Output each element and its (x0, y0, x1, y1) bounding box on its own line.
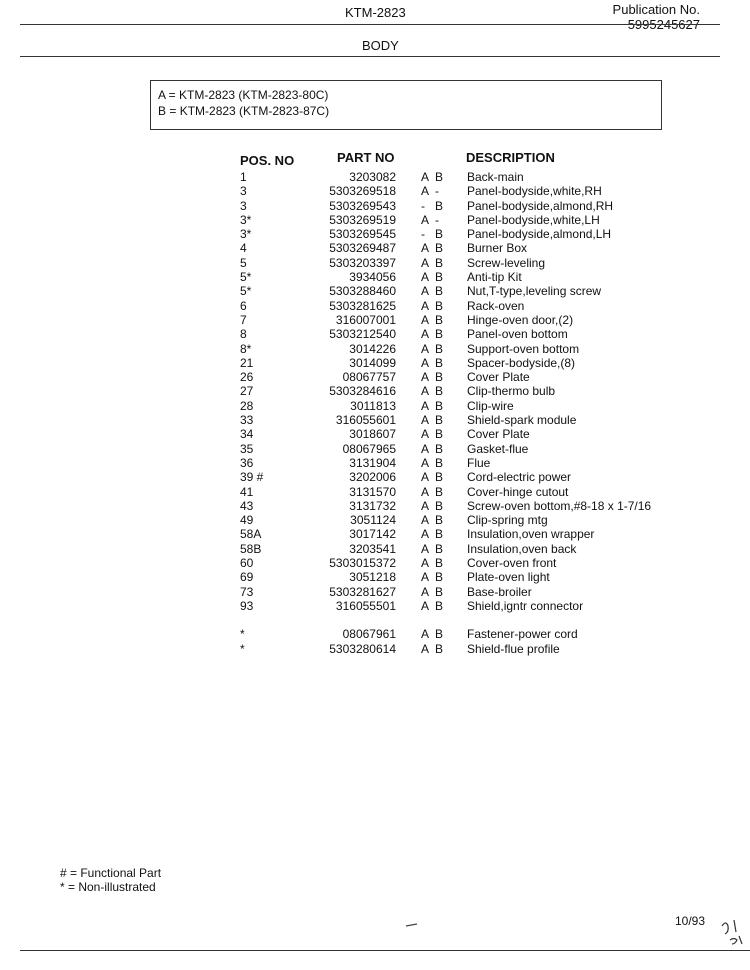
model-b-flag: B (435, 641, 444, 656)
part-row (0, 384, 750, 398)
part-description: Panel-oven bottom (467, 327, 568, 342)
legend-text: KTM-2823 (KTM-2823-80C) (179, 88, 329, 102)
model-b-flag: B (435, 455, 444, 470)
section-title: BODY (362, 38, 399, 53)
part-number: 08067965 (342, 441, 396, 456)
part-number: 316055501 (335, 598, 396, 613)
legend-line-a: A = KTM-2823 (KTM-2823-80C) (158, 88, 329, 102)
part-number: 5303269518 (329, 184, 396, 199)
model-b-flag: B (435, 513, 444, 528)
part-number: 5303284616 (329, 384, 396, 399)
position-number: 21 (240, 355, 254, 370)
part-number: 5303212540 (329, 327, 396, 342)
position-number: 3* (240, 227, 252, 242)
part-description: Anti-tip Kit (467, 270, 522, 285)
part-row (0, 184, 750, 198)
part-row (0, 556, 750, 570)
model-b-flag: B (435, 341, 444, 356)
part-number: 5303269487 (329, 241, 396, 256)
model-a-flag: A (421, 384, 430, 399)
legend-code: A (158, 88, 166, 102)
part-number: 5303281625 (329, 298, 396, 313)
part-row (0, 327, 750, 341)
model-legend-box (150, 80, 662, 130)
parts-list (0, 170, 750, 656)
model-b-flag: B (435, 484, 444, 499)
part-number: 5303269545 (329, 227, 396, 242)
publication-number: 5995245627 (627, 17, 700, 32)
part-number: 3202006 (349, 470, 396, 485)
part-description: Cover Plate (467, 427, 530, 442)
part-number: 3051124 (350, 513, 396, 528)
model-b-flag: B (435, 198, 444, 213)
model-a-flag: A (421, 570, 430, 585)
part-row (0, 442, 750, 456)
part-description: Panel-bodyside,almond,LH (467, 227, 612, 242)
model-b-flag: B (435, 498, 444, 513)
part-row (0, 599, 750, 613)
part-description: Burner Box (467, 241, 528, 256)
model-b-flag: - (435, 212, 439, 227)
model-a-flag: A (421, 298, 430, 313)
model-a-flag: A (421, 513, 430, 528)
model-b-flag: B (435, 527, 444, 542)
model-a-flag: A (421, 170, 430, 184)
position-number: 5 (240, 255, 247, 270)
part-description: Cord-electric power (467, 470, 572, 485)
model-b-flag: B (435, 427, 444, 442)
model-a-flag: A (421, 241, 430, 256)
part-number: 5303288460 (329, 284, 396, 299)
part-row (0, 213, 750, 227)
col-header-part: PART NO (337, 150, 395, 165)
model-b-flag: B (435, 270, 444, 285)
position-number: 8 (240, 327, 247, 342)
position-number: 41 (240, 484, 254, 499)
model-a-flag: A (421, 355, 430, 370)
part-description: Rack-oven (467, 298, 525, 313)
position-number: 60 (240, 556, 254, 571)
position-number: 35 (240, 441, 254, 456)
part-number: 3051218 (349, 570, 396, 585)
model-a-flag: A (421, 470, 430, 485)
model-b-flag: B (435, 170, 444, 184)
model-number: KTM-2823 (345, 5, 406, 20)
part-description: Shield,igntr connector (467, 598, 584, 613)
model-a-flag: A (421, 541, 430, 556)
publication-label: Publication No. (612, 2, 700, 17)
part-row (0, 356, 750, 370)
part-row (0, 542, 750, 556)
model-a-flag: A (421, 627, 430, 642)
part-row (0, 227, 750, 241)
model-b-flag: B (435, 284, 444, 299)
handwritten-mark (712, 910, 748, 946)
part-description: Back-main (467, 170, 524, 184)
model-a-flag: A (421, 527, 430, 542)
part-description: Shield-flue profile (467, 641, 560, 656)
part-description: Screw-oven bottom,#8-18 x 1-7/16 (467, 498, 652, 513)
part-row (0, 527, 750, 541)
position-number: 5* (240, 284, 252, 299)
part-number: 3011813 (350, 398, 396, 413)
model-b-flag: B (435, 384, 444, 399)
model-a-flag: A (421, 427, 430, 442)
legend-code: B (158, 104, 167, 118)
position-number: 33 (240, 413, 254, 428)
part-description: Clip-wire (467, 398, 514, 413)
position-number: 93 (240, 598, 254, 613)
model-b-flag: B (435, 370, 444, 385)
part-row (0, 570, 750, 584)
part-number: 5303269543 (329, 198, 396, 213)
part-description: Spacer-bodyside,(8) (467, 355, 576, 370)
model-a-flag: A (421, 284, 430, 299)
part-number: 3203082 (349, 170, 396, 184)
model-a-flag: A (421, 327, 430, 342)
model-b-flag: B (435, 441, 444, 456)
part-description: Fastener-power cord (467, 627, 578, 642)
model-b-flag: B (435, 627, 444, 642)
position-number: 3 (240, 198, 247, 213)
part-row (0, 627, 750, 641)
part-row (0, 642, 750, 656)
model-b-flag: B (435, 327, 444, 342)
part-number: 3203541 (349, 541, 396, 556)
part-description: Hinge-oven door,(2) (467, 312, 574, 327)
model-b-flag: B (435, 598, 444, 613)
scan-mark (405, 922, 419, 928)
part-number: 5303203397 (329, 255, 396, 270)
model-b-flag: B (435, 398, 444, 413)
part-number: 3934056 (349, 270, 396, 285)
model-a-flag: A (421, 270, 430, 285)
position-number: 49 (240, 513, 254, 528)
model-a-flag: A (421, 441, 430, 456)
bottom-rule (20, 950, 750, 951)
part-description: Gasket-flue (467, 441, 529, 456)
part-number: 3131570 (349, 484, 396, 499)
publication-block (613, 2, 700, 32)
part-description: Cover Plate (467, 370, 530, 385)
part-description: Shield-spark module (467, 413, 577, 428)
model-a-flag: A (421, 413, 430, 428)
part-row (0, 399, 750, 413)
position-number: 58A (240, 527, 262, 542)
model-a-flag: A (421, 484, 430, 499)
part-number: 316007001 (335, 312, 396, 327)
part-number: 3018607 (349, 427, 396, 442)
part-number: 5303280614 (329, 641, 396, 656)
model-a-flag: - (421, 198, 425, 213)
model-b-flag: B (435, 355, 444, 370)
footnote-non-illustrated: * = Non-illustrated (60, 880, 156, 894)
revision-date: 10/93 (675, 914, 706, 928)
part-description: Cover-hinge cutout (467, 484, 569, 499)
part-number: 3131732 (349, 498, 396, 513)
model-b-flag: B (435, 556, 444, 571)
model-b-flag: B (435, 413, 444, 428)
part-row (0, 427, 750, 441)
position-number: 73 (240, 584, 254, 599)
part-row (0, 499, 750, 513)
position-number: 28 (240, 398, 254, 413)
part-number: 316055601 (335, 413, 396, 428)
part-description: Panel-bodyside,white,LH (467, 212, 600, 227)
part-description: Plate-oven light (467, 570, 550, 585)
position-number: 27 (240, 384, 254, 399)
position-number: * (240, 627, 245, 642)
part-row (0, 342, 750, 356)
part-number: 5303281627 (329, 584, 396, 599)
model-a-flag: A (421, 584, 430, 599)
model-a-flag: - (421, 227, 425, 242)
model-a-flag: A (421, 370, 430, 385)
model-b-flag: B (435, 570, 444, 585)
position-number: 36 (240, 455, 254, 470)
section-rule (20, 56, 720, 57)
part-number: 3017142 (349, 527, 396, 542)
part-description: Clip-spring mtg (467, 513, 548, 528)
position-number: 3* (240, 212, 252, 227)
part-row (0, 241, 750, 255)
model-b-flag: B (435, 227, 444, 242)
model-b-flag: B (435, 255, 444, 270)
part-number: 3014226 (349, 341, 396, 356)
position-number: 39 # (240, 470, 264, 485)
model-a-flag: A (421, 498, 430, 513)
part-description: Nut,T-type,leveling screw (467, 284, 602, 299)
position-number: * (240, 641, 245, 656)
part-row (0, 470, 750, 484)
col-header-desc: DESCRIPTION (466, 150, 555, 165)
model-a-flag: A (421, 455, 430, 470)
part-row (0, 456, 750, 470)
part-row (0, 370, 750, 384)
part-description: Support-oven bottom (467, 341, 580, 356)
model-b-flag: B (435, 312, 444, 327)
model-a-flag: A (421, 255, 430, 270)
part-row (0, 284, 750, 298)
part-row (0, 170, 750, 184)
model-a-flag: A (421, 641, 430, 656)
model-a-flag: A (421, 212, 430, 227)
position-number: 8* (240, 341, 252, 356)
position-number: 58B (240, 541, 262, 556)
part-description: Panel-bodyside,white,RH (467, 184, 602, 199)
position-number: 7 (240, 312, 247, 327)
col-header-pos: POS. NO (240, 153, 295, 168)
part-row (0, 513, 750, 527)
part-row (0, 485, 750, 499)
part-description: Flue (467, 455, 491, 470)
part-number: 3014099 (349, 355, 396, 370)
position-number: 6 (240, 298, 247, 313)
model-b-flag: B (435, 241, 444, 256)
part-description: Screw-leveling (467, 255, 546, 270)
part-number: 5303269519 (329, 212, 396, 227)
part-number: 08067757 (342, 370, 396, 385)
part-number: 08067961 (342, 627, 396, 642)
part-row (0, 299, 750, 313)
part-number: 5303015372 (329, 556, 396, 571)
part-description: Insulation,oven back (467, 541, 577, 556)
part-row (0, 413, 750, 427)
model-a-flag: A (421, 312, 430, 327)
part-number: 3131904 (349, 455, 396, 470)
footnote-functional: # = Functional Part (60, 866, 162, 880)
part-row (0, 270, 750, 284)
part-description: Insulation,oven wrapper (467, 527, 595, 542)
part-description: Cover-oven front (467, 556, 557, 571)
position-number: 4 (240, 241, 247, 256)
position-number: 1 (240, 170, 247, 184)
legend-text: KTM-2823 (KTM-2823-87C) (179, 104, 330, 118)
model-a-flag: A (421, 398, 430, 413)
position-number: 26 (240, 370, 254, 385)
position-number: 3 (240, 184, 247, 199)
header-rule (20, 24, 720, 25)
position-number: 69 (240, 570, 254, 585)
part-description: Panel-bodyside,almond,RH (467, 198, 614, 213)
model-a-flag: A (421, 598, 430, 613)
part-row (0, 313, 750, 327)
model-a-flag: A (421, 341, 430, 356)
model-b-flag: B (435, 470, 444, 485)
model-b-flag: B (435, 584, 444, 599)
part-description: Base-broiler (467, 584, 532, 599)
part-row (0, 256, 750, 270)
model-a-flag: A (421, 556, 430, 571)
position-number: 34 (240, 427, 254, 442)
legend-line-b: B = KTM-2823 (KTM-2823-87C) (158, 104, 330, 118)
model-b-flag: B (435, 541, 444, 556)
model-a-flag: A (421, 184, 430, 199)
part-row (0, 199, 750, 213)
position-number: 5* (240, 270, 252, 285)
model-b-flag: - (435, 184, 439, 199)
model-b-flag: B (435, 298, 444, 313)
position-number: 43 (240, 498, 254, 513)
part-row (0, 585, 750, 599)
part-description: Clip-thermo bulb (467, 384, 556, 399)
